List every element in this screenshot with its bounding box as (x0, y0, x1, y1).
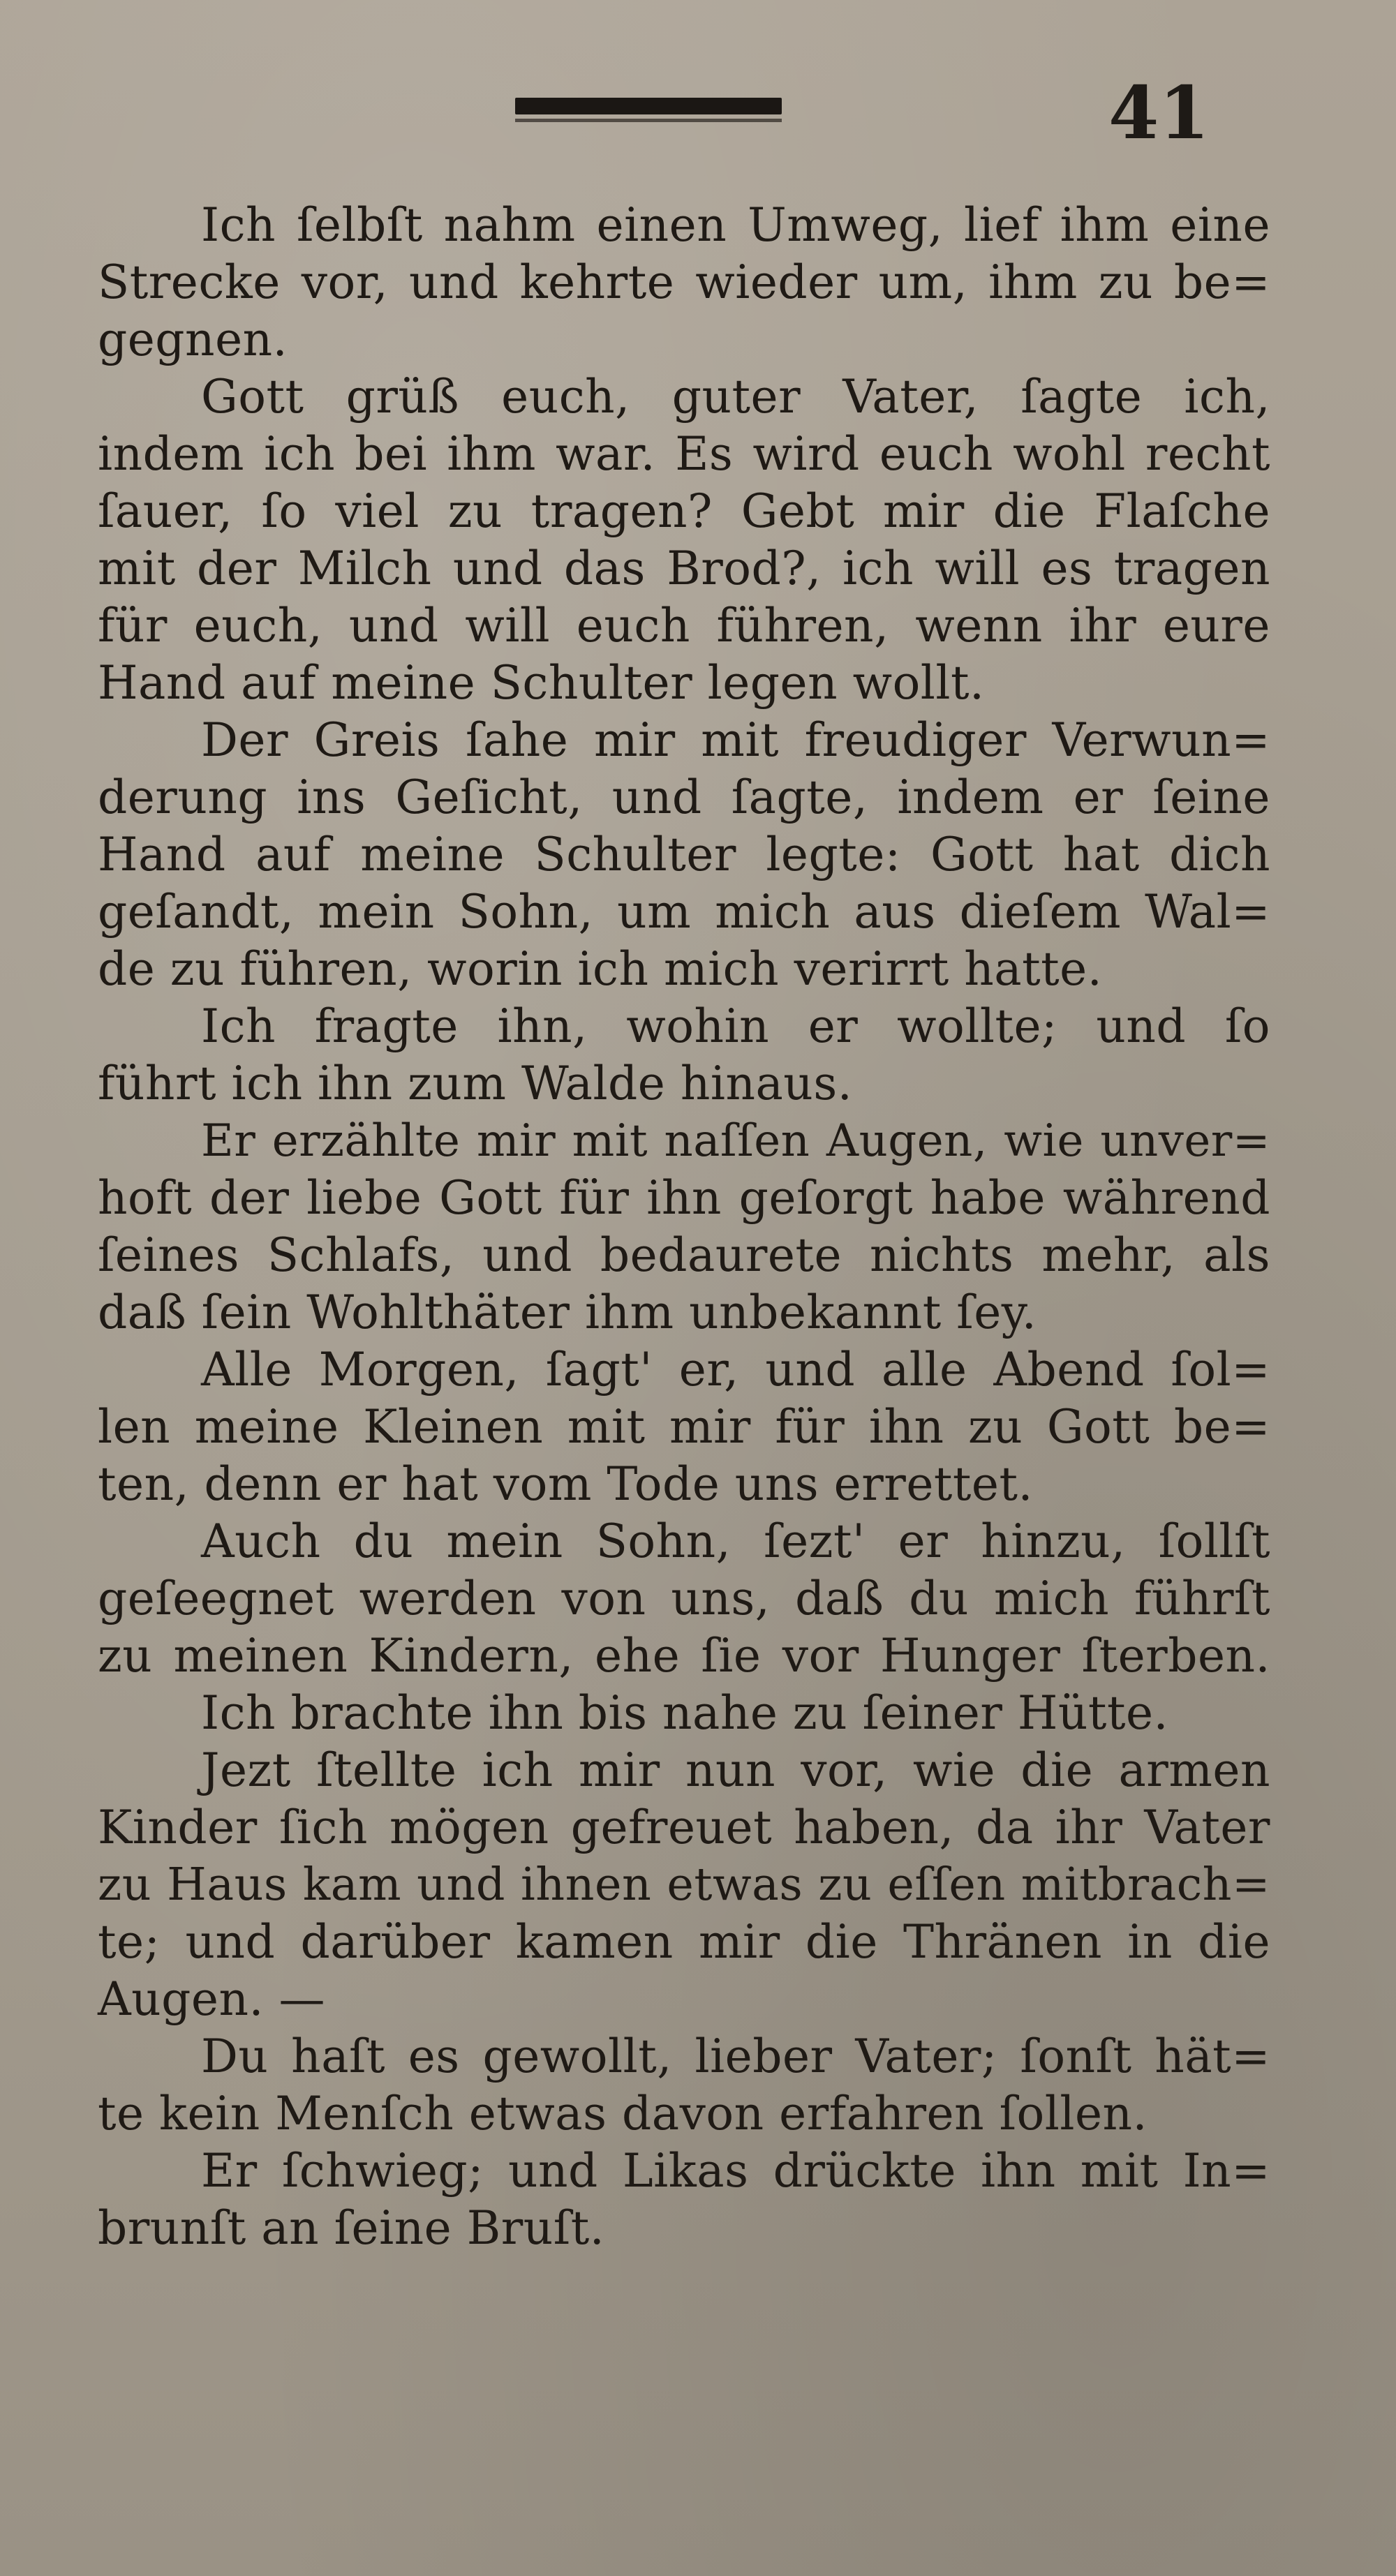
body-text (98, 197, 1270, 2257)
text-line: zu meinen Kindern, ehe ſie vor Hunger ſterben. (98, 1629, 1270, 1683)
header-rule (515, 98, 782, 114)
text-line: gegnen. (98, 313, 288, 366)
text-line: hoft der liebe Gott für ihn geſorgt habe während (98, 1171, 1270, 1225)
text-line: Gott grüß euch, guter Vater, ſagte ich, (201, 370, 1270, 424)
text-line: für euch, und will euch führen, wenn ihr eure (98, 599, 1270, 653)
text-line: Ich brachte ihn bis nahe zu ſeiner Hütte. (201, 1686, 1169, 1740)
text-line: geſeegnet werden von uns, daß du mich führſt (98, 1572, 1270, 1625)
text-line: Ich fragte ihn, wohin er wollte; und ſo (201, 999, 1270, 1053)
text-line: ſeines Schlafs, und bedaurete nichts mehr, als (98, 1228, 1270, 1282)
text-line: geſandt, mein Sohn, um mich aus dieſem Wal= (98, 885, 1270, 939)
text-line: ten, denn er hat vom Tode uns errettet. (98, 1457, 1033, 1511)
text-line: Kinder ſich mögen gefreuet haben, da ihr Vater (98, 1801, 1270, 1854)
text-line: derung ins Geſicht, und ſagte, indem er ſeine (98, 770, 1270, 824)
text-line: Strecke vor, und kehrte wieder um, ihm zu be= (98, 255, 1270, 309)
text-line: indem ich bei ihm war. Es wird euch wohl recht (98, 427, 1270, 481)
text-line: daß ſein Wohlthäter ihm unbekannt ſey. (98, 1286, 1037, 1339)
text-line: Du haſt es gewollt, lieber Vater; ſonſt hät= (201, 2030, 1270, 2083)
text-line: brunſt an ſeine Bruſt. (98, 2201, 605, 2255)
text-line: Er erzählte mir mit naſſen Augen, wie unver= (201, 1115, 1270, 1167)
text-line: führt ich ihn zum Walde hinaus. (98, 1057, 853, 1110)
text-line: te; und darüber kamen mir die Thränen in die (98, 1915, 1270, 1969)
text-line: Hand auf meine Schulter legte: Gott hat dich (98, 828, 1270, 881)
text-line: len meine Kleinen mit mir für ihn zu Gott be= (98, 1400, 1270, 1454)
text-line: Hand auf meine Schulter legen wollt. (98, 656, 985, 710)
text-line: Alle Morgen, ſagt' er, und alle Abend ſol= (201, 1343, 1270, 1397)
page-number: 41 (1108, 70, 1210, 156)
text-line: mit der Milch und das Brod?, ich will es tragen (98, 542, 1270, 595)
text-line: ſauer, ſo viel zu tragen? Gebt mir die Flaſche (98, 484, 1270, 538)
text-line: Ich ſelbſt nahm einen Umweg, lief ihm eine (201, 198, 1270, 252)
text-line: te kein Menſch etwas davon erfahren ſollen. (98, 2087, 1148, 2141)
text-line: Der Greis ſahe mir mit freudiger Verwun= (201, 713, 1270, 767)
text-line: Jezt ſtellte ich mir nun vor, wie die armen (201, 1743, 1270, 1797)
text-line: Er ſchwieg; und Likas drückte ihn mit In= (201, 2144, 1270, 2198)
text-line: de zu führen, worin ich mich verirrt hatte. (98, 942, 1103, 996)
text-line: zu Haus kam und ihnen etwas zu eſſen mitbrach= (98, 1859, 1270, 1911)
text-line: Auch du mein Sohn, ſezt' er hinzu, ſollſt (201, 1514, 1270, 1568)
text-line: Augen. — (98, 1972, 325, 2026)
